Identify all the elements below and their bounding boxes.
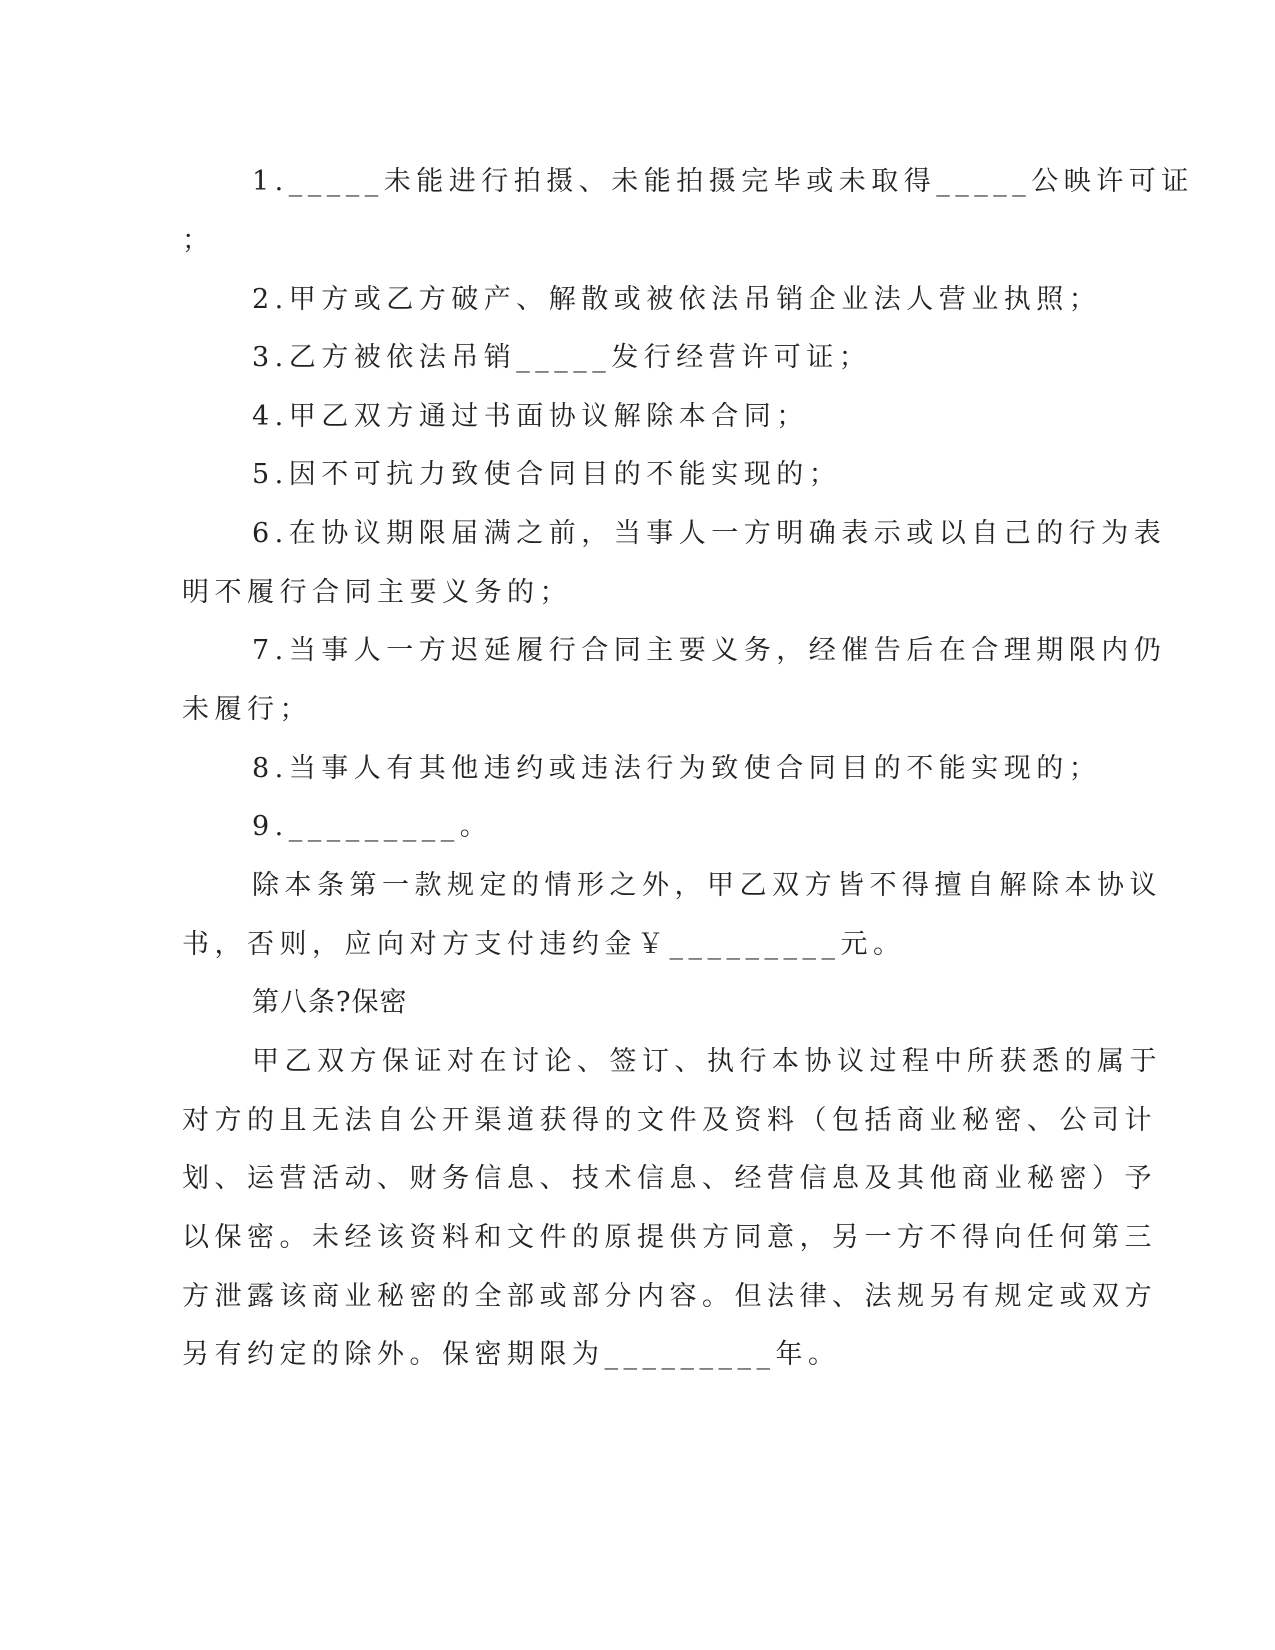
- confidentiality-paragraph-line-2: 对方的且无法自公开渠道获得的文件及资料（包括商业秘密、公司计: [182, 1105, 1157, 1136]
- clause-7-item-1: 1._____未能进行拍摄、未能拍摄完毕或未取得_____公映许可证: [252, 166, 1194, 197]
- clause-7-item-8: 8.当事人有其他违约或违法行为致使合同目的不能实现的；: [252, 753, 1102, 784]
- clause-7-item-2: 2.甲方或乙方破产、解散或被依法吊销企业法人营业执照；: [252, 284, 1102, 315]
- confidentiality-paragraph-line-4: 以保密。未经该资料和文件的原提供方同意，另一方不得向任何第三: [182, 1222, 1157, 1253]
- confidentiality-paragraph-line-1: 甲乙双方保证对在讨论、签订、执行本协议过程中所获悉的属于: [252, 1046, 1162, 1077]
- confidentiality-paragraph-line-6: 另有约定的除外。保密期限为_________年。: [182, 1339, 841, 1370]
- clause-7-item-7: 7.当事人一方迟延履行合同主要义务，经催告后在合理期限内仍: [252, 635, 1167, 666]
- clause-7-item-6: 6.在协议期限届满之前，当事人一方明确表示或以自己的行为表: [252, 518, 1167, 549]
- clause-7-item-6-continued: 明不履行合同主要义务的；: [182, 577, 572, 608]
- clause-7-item-7-continued: 未履行；: [182, 694, 312, 725]
- clause-7-item-5: 5.因不可抗力致使合同目的不能实现的；: [252, 459, 842, 490]
- clause-7-item-4: 4.甲乙双方通过书面协议解除本合同；: [252, 401, 809, 432]
- clause-7-item-1-continued: ；: [182, 225, 215, 256]
- clause-7-penalty-paragraph-continued: 书，否则，应向对方支付违约金￥_________元。: [182, 929, 906, 960]
- clause-7-item-3: 3.乙方被依法吊销_____发行经营许可证；: [252, 342, 872, 373]
- confidentiality-paragraph-line-5: 方泄露该商业秘密的全部或部分内容。但法律、法规另有规定或双方: [182, 1281, 1157, 1312]
- confidentiality-paragraph-line-3: 划、运营活动、财务信息、技术信息、经营信息及其他商业秘密）予: [182, 1163, 1157, 1194]
- clause-7-penalty-paragraph: 除本条第一款规定的情形之外，甲乙双方皆不得擅自解除本协议: [252, 870, 1162, 901]
- article-8-heading: 第八条?保密: [252, 987, 408, 1018]
- clause-7-item-9: 9._________。: [252, 811, 493, 842]
